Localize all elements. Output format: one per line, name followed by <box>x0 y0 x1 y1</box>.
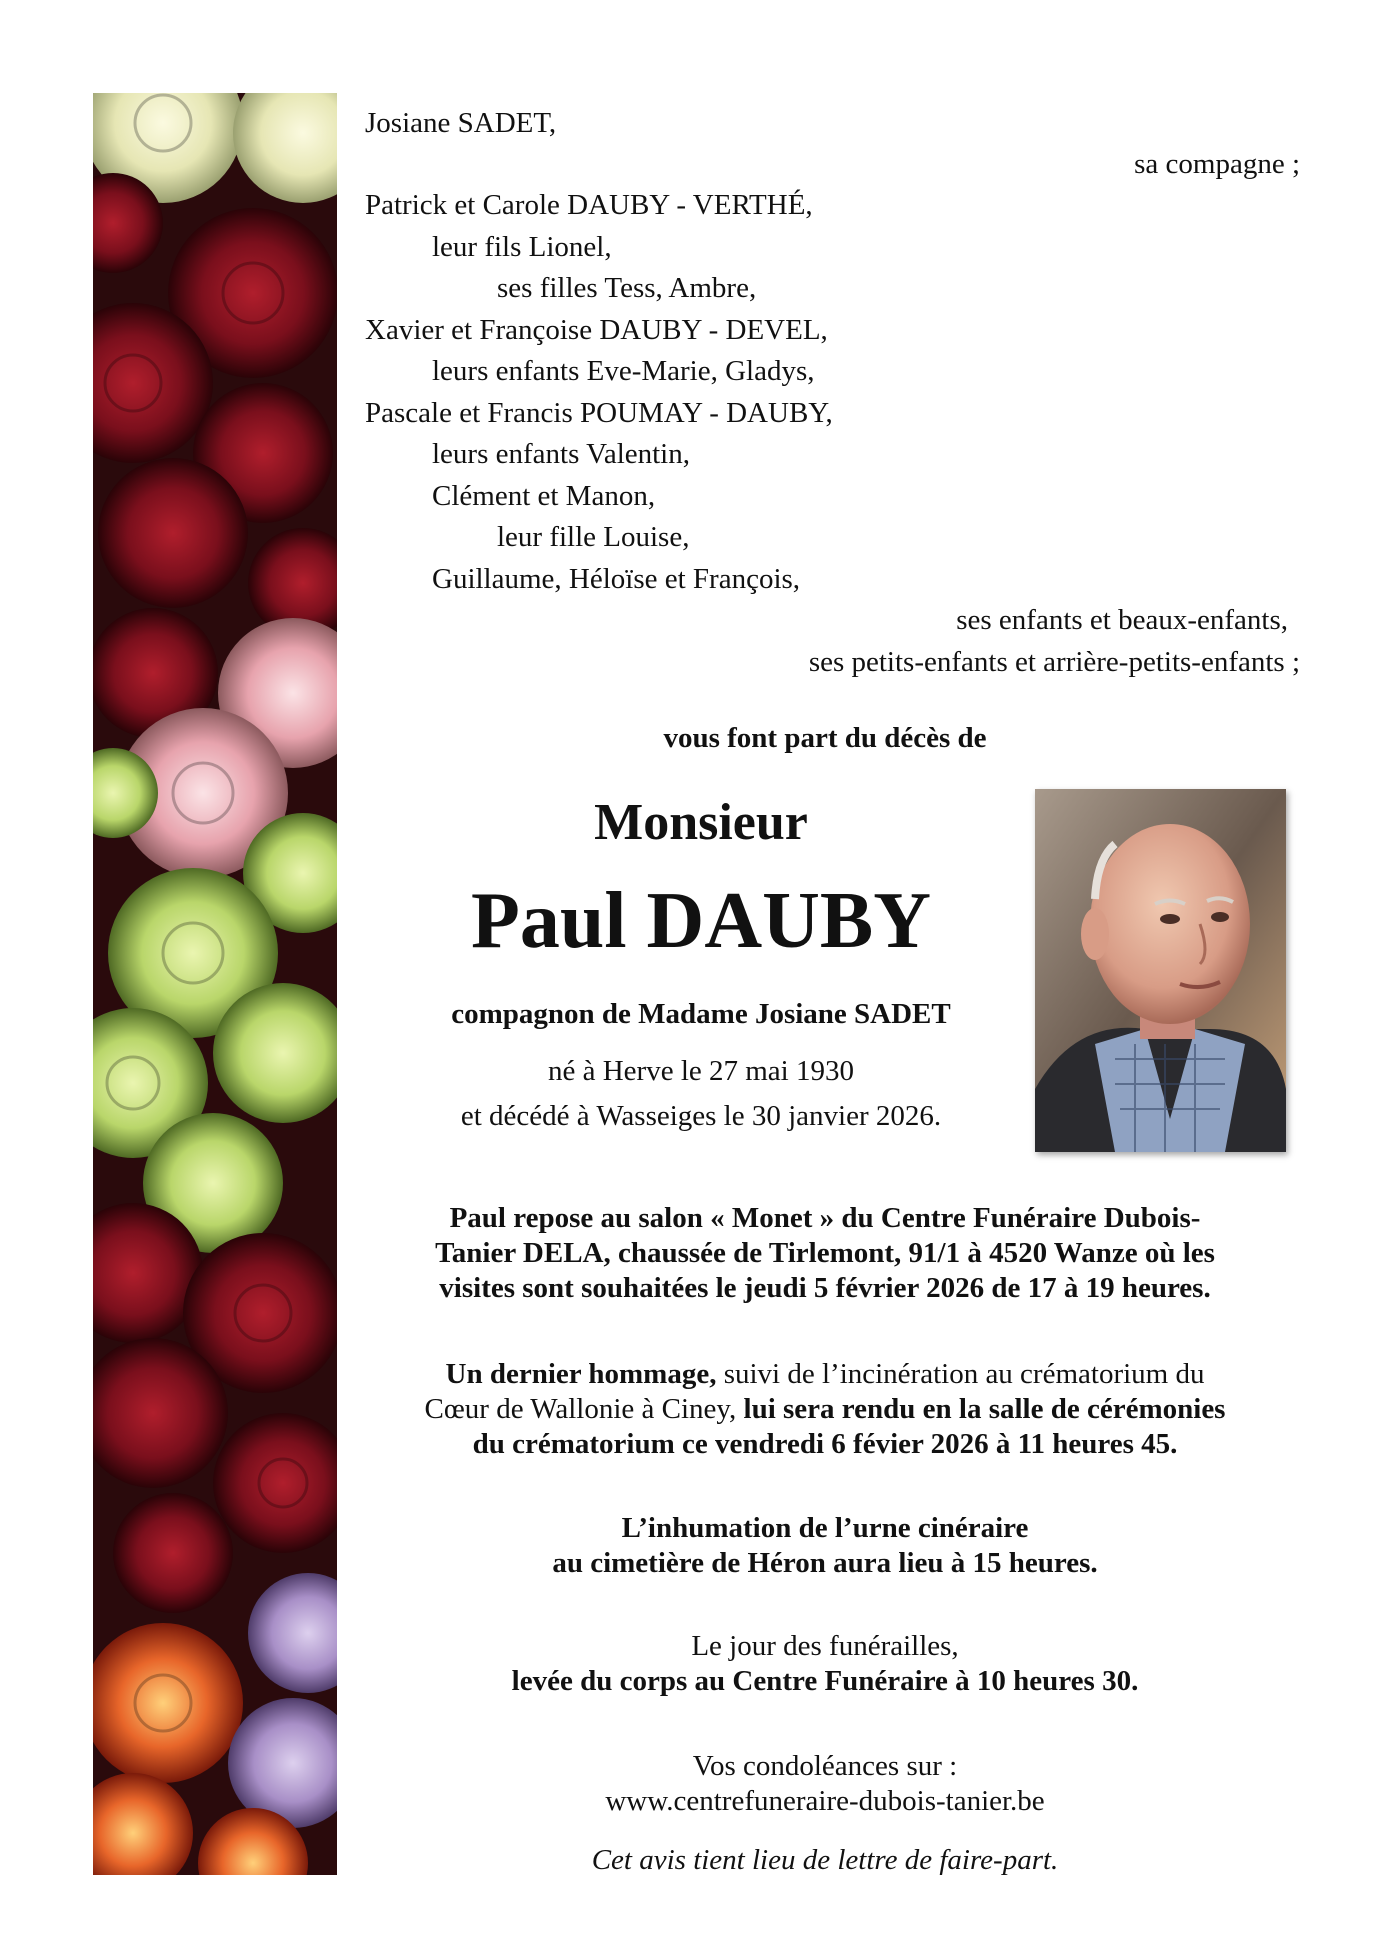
visit-line-3: visites sont souhaitées le jeudi 5 février 2026 de 17 à 19 heures. <box>439 1272 1211 1304</box>
visit-info <box>365 1201 1285 1306</box>
deceased-name: Paul DAUBY <box>470 877 932 965</box>
tribute-line-2-normal: Cœur de Wallonie à Ciney, <box>424 1393 744 1425</box>
tribute-line-2 <box>365 1392 1285 1427</box>
family-line-12: Guillaume, Héloïse et François, <box>432 563 801 595</box>
tribute-line-1-rest: suivi de l’incinération au crématorium du <box>716 1358 1205 1390</box>
tribute-line-3: du crématorium ce vendredi 6 févier 2026 à 11 heures 45. <box>472 1428 1178 1460</box>
funeral-line-2: levée du corps au Centre Funéraire à 10 heures 30. <box>511 1665 1139 1697</box>
family-line-11: leur fille Louise, <box>497 521 690 553</box>
roses-image-strip <box>93 93 337 1875</box>
funeral-info <box>365 1629 1285 1699</box>
family-line-4: leur fils Lionel, <box>432 231 612 263</box>
family-line-3: Patrick et Carole DAUBY - VERTHÉ, <box>365 189 813 221</box>
family-line-10: Clément et Manon, <box>432 480 656 512</box>
condolences-line-1: Vos condoléances sur : <box>692 1750 958 1782</box>
burial-line-2: au cimetière de Héron aura lieu à 15 heures. <box>552 1547 1098 1579</box>
family-line-5: ses filles Tess, Ambre, <box>497 272 757 304</box>
visit-line-2: Tanier DELA, chaussée de Tirlemont, 91/1 à 4520 Wanze où les <box>435 1237 1215 1269</box>
announcement-text: vous font part du décès de <box>663 722 987 754</box>
tribute-line-2-bold: lui sera rendu en la salle de cérémonies <box>743 1393 1226 1425</box>
portrait-photo <box>1035 789 1286 1152</box>
roses-illustration <box>93 93 337 1875</box>
family-line-6: Xavier et Françoise DAUBY - DEVEL, <box>365 314 828 346</box>
burial-info <box>365 1511 1285 1581</box>
condolences-info <box>365 1749 1285 1819</box>
tribute-info <box>365 1357 1285 1462</box>
family-line-2: sa compagne ; <box>1134 148 1300 180</box>
portrait-illustration <box>1035 789 1286 1152</box>
family-line-7: leurs enfants Eve-Marie, Gladys, <box>432 355 815 387</box>
visit-line-1: Paul repose au salon « Monet » du Centre Funéraire Dubois- <box>449 1202 1201 1234</box>
tribute-line-1-bold: Un dernier hommage, <box>445 1358 717 1390</box>
deceased-relation: compagnon de Madame Josiane SADET <box>451 998 951 1030</box>
footer-notice: Cet avis tient lieu de lettre de faire-part. <box>591 1844 1059 1876</box>
burial-line-1: L’inhumation de l’urne cinéraire <box>621 1512 1029 1544</box>
tribute-line-1 <box>365 1357 1285 1392</box>
deceased-birth: né à Herve le 27 mai 1930 <box>547 1055 854 1087</box>
family-line-8: Pascale et Francis POUMAY - DAUBY, <box>365 397 833 429</box>
deceased-death: et décédé à Wasseiges le 30 janvier 2026. <box>460 1100 942 1132</box>
condolences-website-link[interactable]: www.centrefuneraire-dubois-tanier.be <box>605 1785 1045 1817</box>
deceased-title: Monsieur <box>594 794 808 851</box>
family-line-1: Josiane SADET, <box>365 107 557 139</box>
family-line-13: ses enfants et beaux-enfants, <box>956 604 1288 636</box>
family-line-14: ses petits-enfants et arrière-petits-enfants ; <box>808 646 1300 678</box>
funeral-line-1: Le jour des funérailles, <box>691 1630 959 1662</box>
family-line-9: leurs enfants Valentin, <box>432 438 690 470</box>
